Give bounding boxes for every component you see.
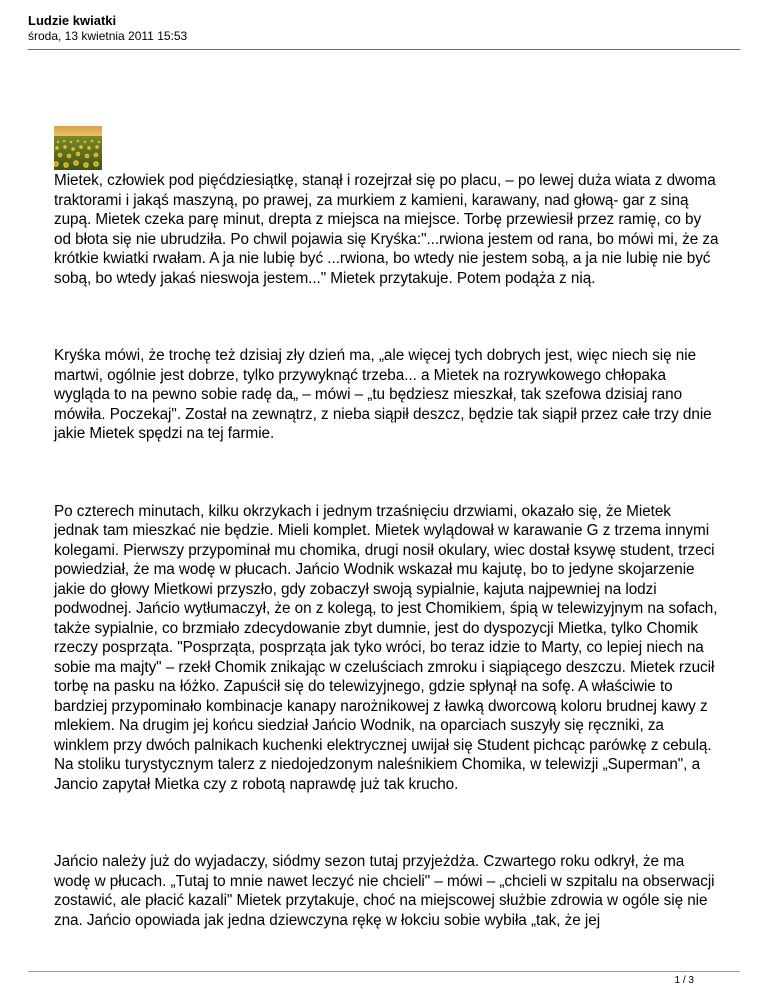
document-date: środa, 13 kwietnia 2011 15:53: [28, 29, 188, 43]
paragraph-4: Jańcio należy już do wyjadaczy, siódmy sezon tutaj przyjeżdża. Czwartego roku odkrył, że ma wodę w płucach. „Tutaj to mnie nawet leczyć nie chcieli" – mówi – „chcieli w szpitalu na obserwacji zostawić, ale płacić kazali" Mietek przytakuje, choć na miejscowej służbie zdrowia w ogóle się nie zna. Jańcio opowiada jak jedna dziewczyna rękę w łokciu sobie wybiła „tak, że jej: [54, 853, 715, 929]
paragraph-3: Po czterech minutach, kilku okrzykach i jednym trzaśnięciu drzwiami, okazało się, że Mietek jednak tam mieszkać nie będzie. Mieli komplet. Mietek wylądował w karawanie G z trzema innymi kolegami. Pierwszy przypominał mu chomika, drugi nosił okulary, wiec dostał ksywę student, trzeci powiedział, że ma wodę w płucach. Jańcio Wodnik wskazał mu kajutę, bo to jedyne skojarzenie jakie do głowy Mietkowi przyszło, gdy zobaczył swoją sypialnie, kajuta najpewniej na lodzi podwodnej. Jańcio wytłumaczył, że on z kolegą, to jest Chomikiem, śpią w telewizyjnym na sofach, także sypialnie, co brzmiało zdecydowanie zbyt dumnie, jest do dyspozycji Mietka, tylko Chomik rzeczy posprząta. "Posprząta, posprząta jak tyko wróci, bo teraz idzie to Marty, co lepiej niech na sobie ma majty" – rzekł Chomik znikając w czeluściach zmroku i siąpiącego deszczu. Mietek rzucił torbę na pasku na łóżko. Zapuścił się do telewizyjnego, gdzie spłynął na sofę. A właściwie to bardziej przypominało kombinacje kanapy narożnikowej z ławką dworcową koloru brudnej kawy z mlekiem. Na drugim jej końcu siedział Jańcio Wodnik, na oparciach suszyły się ręczniki, za winklem przy dwóch palnikach kuchenki elektrycznej uwijał się Student pichcąc parówkę z cebulą. Na stoliku turystycznym talerz z niedojedzonym naleśnikiem Chomika, w telewizji „Superman", a Jancio zapytał Mietka czy z robotą naprawdę już tak krucho.: [54, 502, 718, 793]
document-header: [28, 13, 187, 44]
article-body: [54, 171, 719, 930]
flower-field-thumbnail: [54, 126, 102, 170]
page-number: 1 / 3: [674, 975, 694, 986]
footer-divider: [28, 971, 740, 972]
paragraph-1: Mietek, człowiek pod pięćdziesiątkę, stanął i rozejrzał się po placu, – po lewej duża wiata z dwoma traktorami i jakąś maszyną, po prawej, za murkiem z kamieni, karawany, nad głową- gar z siną zupą. Mietek czeka parę minut, drepta z miejsca na miejsce. Torbę przewiesił przez ramię, co by od błota się nie ubrudziła. Po chwil pojawia się Kryśka:"...rwiona jestem od rana, bo mówi mi, że za krótkie kwiatki rwałam. A ja nie lubię być ...rwiona, bo wtedy nie jestem sobą, a ja nie lubię nie być sobą, bo wtedy jakaś nieswoja jestem..." Mietek przytakuje. Potem podąża z nią.: [54, 172, 719, 287]
header-divider: [28, 49, 740, 50]
document-title: Ludzie kwiatki: [28, 13, 117, 28]
paragraph-2: Kryśka mówi, że trochę też dzisiaj zły dzień ma, „ale więcej tych dobrych jest, więc niech się nie martwi, ogólnie jest dobrze, tylko przywyknąć trzeba... a Mietek na rozrywkowego chłopaka wygląda to na pewno sobie radę da„ – mówi – „tu będziesz mieszkał, tak szefowa dzisiaj rano mówiła. Poczekaj". Został na zewnątrz, z nieba siąpił deszcz, będzie tak siąpił przez całe trzy dnie jakie Mietek spędzi na tej farmie.: [54, 347, 712, 442]
